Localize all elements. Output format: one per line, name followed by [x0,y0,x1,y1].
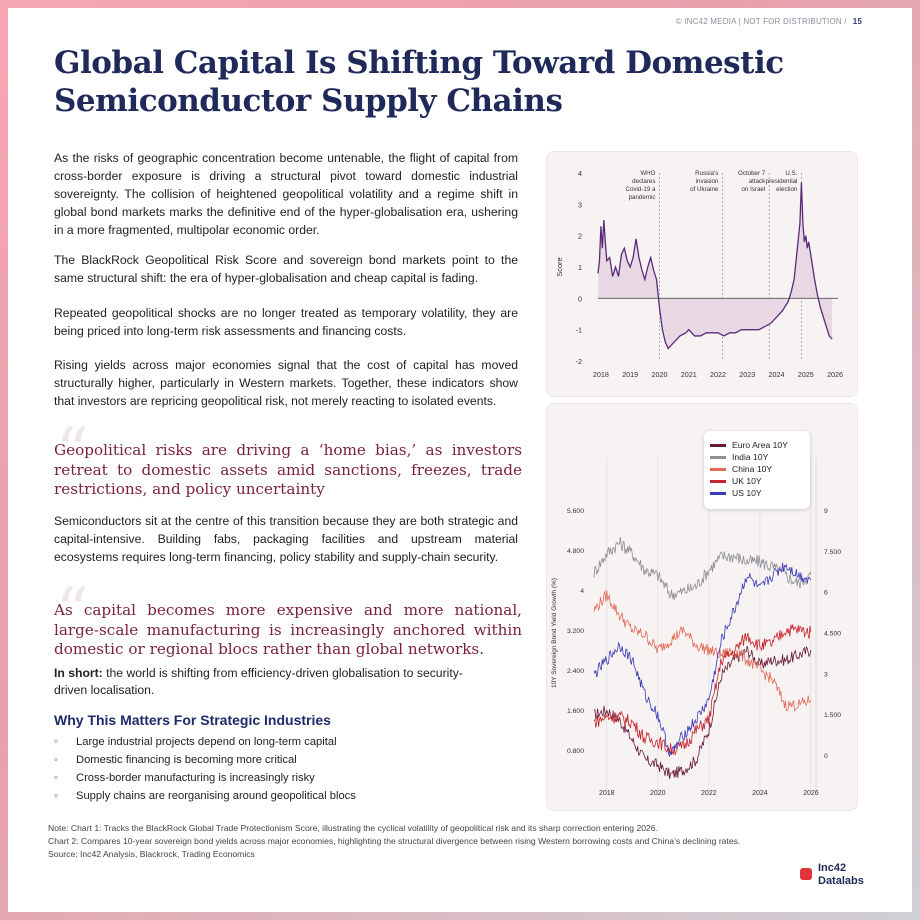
risk-score-area [598,182,832,348]
yield-line-euro-area-10y [594,646,811,779]
in-short-label: In short: [54,666,103,680]
y-axis-label: Score [555,257,564,277]
bullet-item: ◦ Supply chains are reorganising around geopolitical blocs [54,787,356,805]
in-short [54,665,474,699]
note-line: Source: Inc42 Analysis, Blackrock, Trading Economics [48,849,255,859]
event-annotation [626,170,656,201]
legend-swatch [710,492,726,495]
right-tick-label: 9 [824,508,828,515]
page-title: Global Capital Is Shifting Toward Domestic Semiconductor Supply Chains [54,45,784,119]
event-annotation-line: election [776,186,798,193]
logo-line1: Inc42 [818,862,847,874]
header-meta [676,17,862,26]
quote-mark-2: “ [56,575,89,649]
right-tick-label: 6 [824,589,828,597]
event-annotation-line: October 7 [738,170,766,177]
right-tick-label: 3 [824,671,828,679]
x-tick-label: 2022 [710,370,726,379]
x-tick-label: 2026 [827,370,844,379]
left-tick-label: 4.800 [566,548,584,555]
event-annotation-line: declares [632,178,656,185]
event-annotation-line: Russia's [695,170,719,177]
y-tick-label: -2 [575,357,582,366]
legend-item [710,476,762,487]
event-annotation-line: WHO [640,170,656,177]
event-annotation-line: on Israel [741,186,766,193]
y-tick-label: 3 [578,200,582,210]
bullet-item: ◦ Large industrial projects depend on long-term capital [54,733,356,751]
y-axis-label: 10Y Sovereign Bond Yield Growth (%) [551,577,558,689]
left-tick-label: 5.600 [566,508,584,515]
right-tick-label: 0 [824,753,828,760]
x-tick-label: 2026 [803,790,819,797]
header-meta-text: © INC42 MEDIA | NOT FOR DISTRIBUTION / [675,17,847,26]
legend-label: UK 10Y [732,476,762,486]
event-annotation-line: pandemic [628,194,656,201]
legend-label: US 10Y [732,488,762,498]
event-annotation [690,170,719,193]
pull-quote-1: Geopolitical risks are driving a ‘home bias,’ as investors retreat to domestic assets amid sanctions, freezes, trade restrictions, and policy uncertainty [54,441,522,498]
event-annotation-line: of Ukraine [690,186,719,193]
y-tick-label: 0 [578,294,582,304]
in-short-text: the world is shifting from efficiency-driven globalisation to security-driven localisation. [54,666,463,697]
yield-line-us-10y [594,563,811,757]
legend-item [710,488,762,499]
x-tick-label: 2021 [680,370,697,379]
legend-item [710,452,768,463]
footnotes [48,822,740,861]
event-annotation-line: Covid-19 a [625,186,656,193]
bullet-item: ◦ Domestic financing is becoming more critical [54,751,356,769]
event-annotation-line: U.S. [785,170,798,177]
left-tick-label: 3.200 [566,628,584,635]
x-tick-label: 2024 [768,370,785,379]
paragraph-4: Rising yields across major economies signal that the cost of capital has moved structurally higher, particularly in Western markets. Together, these indicators show that investors are repricing geopolitical risk, not merely reacting to isolated events. [54,358,518,408]
left-tick-label: 4 [580,588,584,595]
pull-quote-2: As capital becomes more expensive and more national, large-scale manufacturing is increasingly anchored within domestic or regional blocs rather than global networks. [54,601,522,658]
chart2-legend [704,431,810,509]
section-heading: Why This Matters For Strategic Industries [54,712,331,728]
risk-score-chart [546,151,856,395]
legend-swatch [710,468,726,471]
event-annotation [738,170,766,193]
yield-line-india-10y [594,537,811,600]
quote-mark-1: “ [56,415,89,489]
x-tick-label: 2022 [701,790,717,797]
paragraph-3: Repeated geopolitical shocks are no longer treated as temporary volatility, they are being priced into long-term risk assessments and financing costs. [54,306,518,338]
x-tick-label: 2018 [592,370,609,379]
legend-swatch [710,480,726,483]
x-tick-label: 2018 [598,790,615,797]
x-tick-label: 2023 [739,370,756,379]
legend-label: India 10Y [732,452,769,462]
legend-swatch [710,444,726,447]
x-tick-label: 2020 [650,790,666,797]
x-tick-label: 2024 [752,790,768,797]
right-tick-label: 4.500 [824,630,842,638]
page-number: 15 [852,17,862,26]
legend-item [710,440,788,451]
right-tick-label: 7.500 [824,548,842,556]
x-tick-label: 2019 [622,370,639,379]
logo-mark-icon [800,868,812,880]
note-line: Chart 2: Compares 10-year sovereign bond yields across major economies, highlighting the structural divergence between rising Western borrowing costs and China’s declining rates. [48,836,741,846]
event-annotation [766,170,798,193]
yield-line-uk-10y [594,624,811,754]
legend-label: China 10Y [732,464,773,474]
paragraph-5: Semiconductors sit at the centre of this transition because they are both strategic and capital-intensive. Building fabs, packaging facilities and upstream material ecosystems requires long-term financing, policy stability and supply-chain security. [54,514,518,564]
y-tick-label: 1 [578,263,582,272]
legend-label: Euro Area 10Y [732,440,788,450]
event-annotation-line: presidential [765,178,798,185]
logo-line2: Datalabs [818,875,864,887]
bullet-list [54,733,356,805]
legend-item [710,464,772,475]
paragraph-2: The BlackRock Geopolitical Risk Score and sovereign bond markets point to the same structural shift: the era of hyper-globalisation and cheap capital is fading. [54,253,518,285]
bullet-item: ◦ Cross-border manufacturing is increasingly risky [54,769,356,787]
paragraph-1: As the risks of geographic concentration become untenable, the flight of capital from cross-border exposure is driving a structural pivot toward domestic industrial sovereignty. The collision of heightened geopolitical volatility and a regime shift in global bond markets marks the definitive end of the hyper-globalisation era, ushering in a more fragmented, multipolar economic order. [54,151,518,237]
legend-swatch [710,456,726,459]
event-annotation-line: invasion [695,178,719,185]
y-tick-label: -1 [575,325,582,335]
inc42-logo [800,862,880,898]
right-tick-label: 1.500 [824,712,842,720]
y-tick-label: 2 [578,231,582,241]
y-tick-label: 4 [578,169,582,178]
event-annotation-line: attack [748,178,766,185]
x-tick-label: 2020 [651,370,668,379]
left-tick-label: 0.800 [566,748,584,755]
note-line: Note: Chart 1: Tracks the BlackRock Global Trade Protectionism Score, illustrating the cyclical volatility of geopolitical risk and its sharp correction entering 2026. [48,823,658,833]
left-tick-label: 1.600 [566,708,584,715]
left-tick-label: 2.400 [566,668,584,675]
x-tick-label: 2025 [797,370,814,379]
